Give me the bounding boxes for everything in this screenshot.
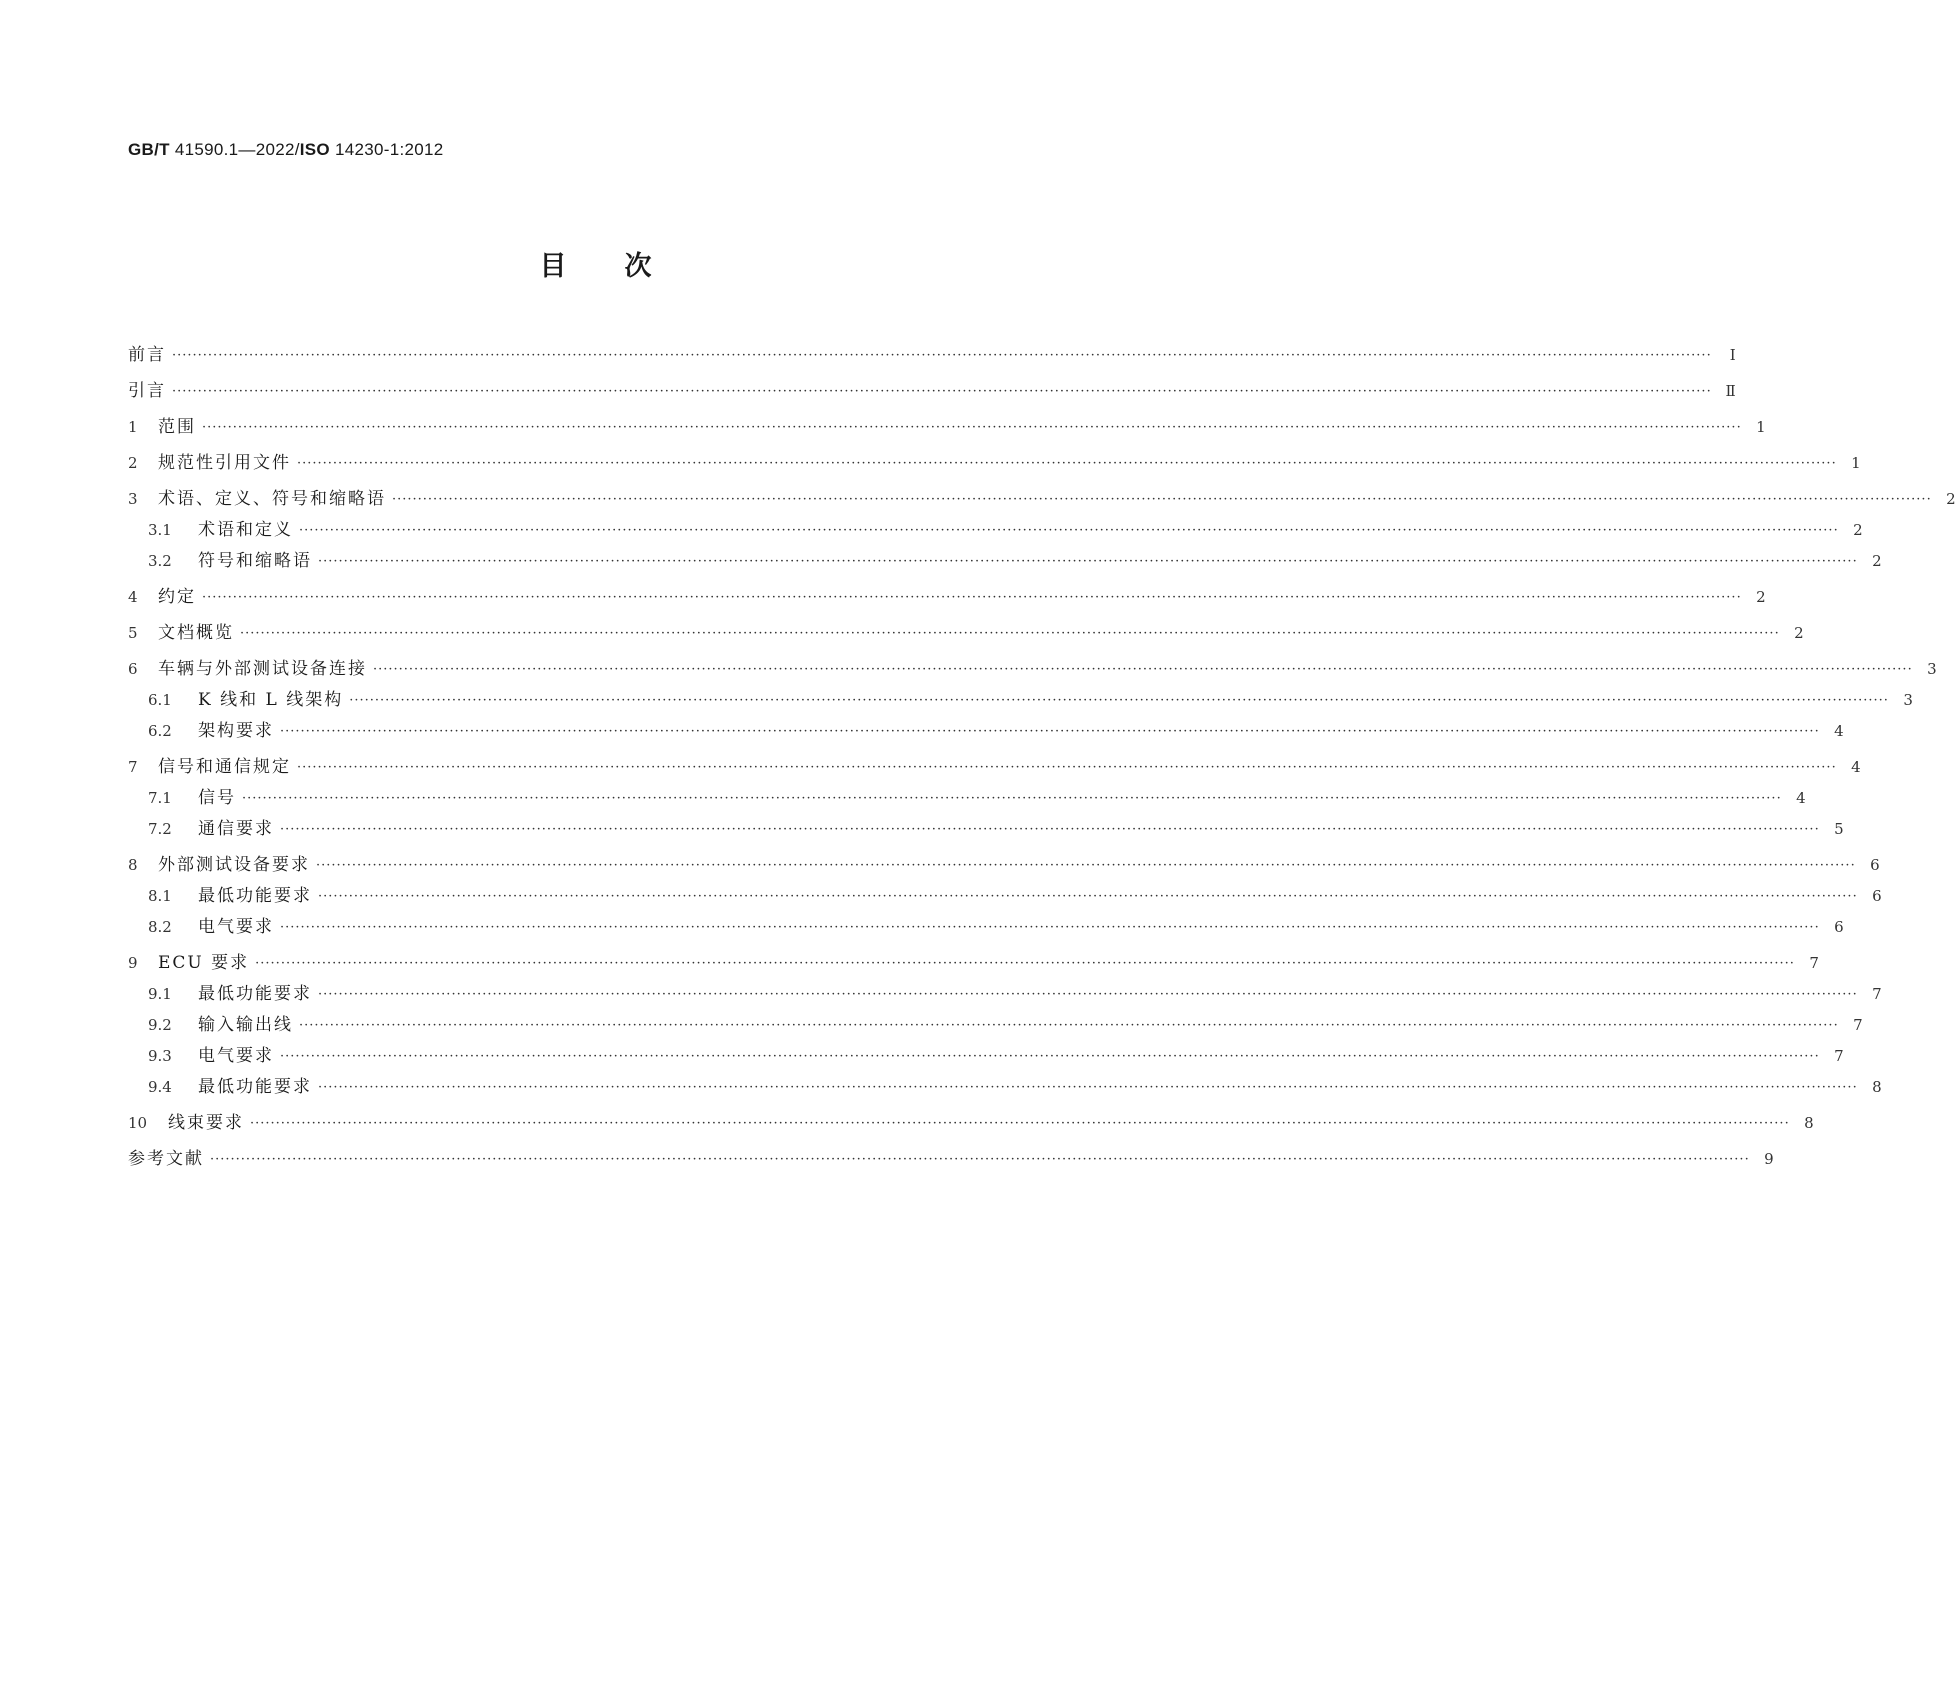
toc-entry-title: 前言 bbox=[128, 345, 166, 365]
toc-dot-leader: ············································································································································································································································································································ bbox=[349, 693, 1889, 708]
toc-entry-page-number: 3 bbox=[1903, 691, 1913, 709]
toc-entry[interactable] bbox=[128, 412, 1766, 443]
toc-entry-page-number: 8 bbox=[1804, 1114, 1814, 1132]
toc-entry-title: 信号和通信规定 bbox=[158, 757, 291, 777]
document-standard-code bbox=[128, 140, 444, 160]
toc-entry-page-number: 6 bbox=[1834, 918, 1844, 936]
toc-entry-number: 8 bbox=[128, 856, 138, 874]
toc-entry-title: 引言 bbox=[128, 381, 166, 401]
toc-entry-label bbox=[128, 979, 318, 1010]
toc-entry-page-number: 4 bbox=[1796, 789, 1806, 807]
toc-entry-title: 约定 bbox=[158, 587, 196, 607]
toc-entry-page-number: 4 bbox=[1834, 722, 1844, 740]
toc-entry-title: 外部测试设备要求 bbox=[158, 855, 310, 875]
toc-entry-title: 范围 bbox=[158, 417, 196, 437]
toc-entry-page-number: 1 bbox=[1851, 454, 1861, 472]
toc-entry-label bbox=[128, 546, 318, 577]
toc-entry-title: 信号 bbox=[198, 788, 236, 808]
toc-entry-page-number: 7 bbox=[1834, 1047, 1844, 1065]
toc-entry-number: 8.2 bbox=[148, 918, 172, 936]
page-title: 目次 bbox=[539, 251, 710, 282]
toc-entry-page-number: 6 bbox=[1872, 887, 1882, 905]
toc-entry-label bbox=[128, 685, 349, 716]
standard-number: 41590.1—2022/ bbox=[174, 140, 300, 159]
toc-entry[interactable] bbox=[128, 881, 1882, 912]
toc-entry[interactable] bbox=[128, 783, 1806, 814]
toc-entry-number: 6.1 bbox=[148, 691, 172, 709]
toc-entry[interactable] bbox=[128, 1144, 1774, 1175]
toc-entry-page-number: 8 bbox=[1872, 1078, 1882, 1096]
toc-entry-title: 规范性引用文件 bbox=[158, 453, 291, 473]
toc-entry[interactable] bbox=[128, 448, 1861, 479]
toc-entry-title: 线束要求 bbox=[168, 1113, 244, 1133]
toc-dot-leader: ············································································································································································································································································································ bbox=[373, 662, 1913, 677]
toc-dot-leader: ············································································································································································································································································································ bbox=[242, 791, 1782, 806]
standard-prefix: GB/T bbox=[128, 140, 170, 159]
toc-entry-label bbox=[128, 752, 297, 783]
toc-dot-leader: ············································································································································································································································································································ bbox=[210, 1152, 1750, 1167]
toc-dot-leader: ············································································································································································································································································································ bbox=[202, 590, 1742, 605]
toc-entry-number: 7 bbox=[128, 758, 138, 776]
toc-entry-number: 6 bbox=[128, 660, 138, 678]
toc-dot-leader: ············································································································································································································································································································ bbox=[240, 626, 1780, 641]
toc-dot-leader: ············································································································································································································································································································ bbox=[318, 554, 1858, 569]
toc-dot-leader: ············································································································································································································································································································ bbox=[280, 920, 1820, 935]
toc-entry-page-number: 2 bbox=[1756, 588, 1766, 606]
toc-entry-label bbox=[128, 1041, 280, 1072]
toc-dot-leader: ············································································································································································································································································································ bbox=[392, 492, 1932, 507]
toc-entry-label bbox=[128, 376, 172, 407]
toc-entry-page-number: 7 bbox=[1809, 954, 1819, 972]
toc-entry[interactable] bbox=[128, 654, 1937, 685]
toc-entry[interactable] bbox=[128, 515, 1863, 546]
toc-entry-page-number: 6 bbox=[1870, 856, 1880, 874]
toc-entry-title: 车辆与外部测试设备连接 bbox=[158, 659, 367, 679]
toc-entry-number: 10 bbox=[128, 1114, 148, 1132]
toc-dot-leader: ············································································································································································································································································································ bbox=[316, 858, 1856, 873]
toc-dot-leader: ············································································································································································································································································································ bbox=[202, 420, 1742, 435]
toc-entry-label bbox=[128, 814, 280, 845]
toc-dot-leader: ············································································································································································································································································································ bbox=[172, 384, 1712, 399]
toc-entry-number: 9.2 bbox=[148, 1016, 172, 1034]
toc-dot-leader: ············································································································································································································································································································ bbox=[280, 1049, 1820, 1064]
iso-prefix: ISO bbox=[299, 140, 330, 159]
toc-entry-title: 架构要求 bbox=[198, 721, 274, 741]
toc-entry-number: 9.3 bbox=[148, 1047, 172, 1065]
toc-entry-number: 3.2 bbox=[148, 552, 172, 570]
toc-entry[interactable] bbox=[128, 1010, 1863, 1041]
toc-entry-page-number: 5 bbox=[1834, 820, 1844, 838]
toc-entry-page-number: Ⅱ bbox=[1725, 382, 1736, 400]
toc-entry-title: ECU 要求 bbox=[158, 953, 250, 973]
toc-entry-title: K 线和 L 线架构 bbox=[198, 690, 344, 710]
toc-dot-leader: ············································································································································································································································································································ bbox=[297, 760, 1837, 775]
toc-entry-number: 2 bbox=[128, 454, 138, 472]
toc-entry-number: 1 bbox=[128, 418, 138, 436]
toc-dot-leader: ············································································································································································································································································································ bbox=[250, 1116, 1790, 1131]
toc-entry[interactable] bbox=[128, 340, 1736, 371]
toc-dot-leader: ············································································································································································································································································································ bbox=[318, 1080, 1858, 1095]
toc-dot-leader: ············································································································································································································································································································ bbox=[297, 456, 1837, 471]
toc-entry-title: 符号和缩略语 bbox=[198, 551, 312, 571]
toc-entry[interactable] bbox=[128, 814, 1844, 845]
toc-entry[interactable] bbox=[128, 752, 1861, 783]
toc-entry-label bbox=[128, 412, 202, 443]
toc-entry-number: 9.1 bbox=[148, 985, 172, 1003]
toc-entry-page-number: 4 bbox=[1851, 758, 1861, 776]
toc-entry-number: 3 bbox=[128, 490, 138, 508]
toc-entry-page-number: 2 bbox=[1794, 624, 1804, 642]
toc-entry-label bbox=[128, 618, 240, 649]
toc-entry-page-number: 9 bbox=[1764, 1150, 1774, 1168]
toc-entry-number: 7.1 bbox=[148, 789, 172, 807]
toc-entry-title: 术语、定义、符号和缩略语 bbox=[158, 489, 386, 509]
toc-entry-number: 3.1 bbox=[148, 521, 172, 539]
toc-entry-label bbox=[128, 1072, 318, 1103]
toc-entry[interactable] bbox=[128, 948, 1819, 979]
toc-entry-label bbox=[128, 783, 242, 814]
toc-entry-title: 文档概览 bbox=[158, 623, 234, 643]
toc-entry-label bbox=[128, 340, 172, 371]
toc-entry-title: 参考文献 bbox=[128, 1149, 204, 1169]
toc-dot-leader: ············································································································································································································································································································ bbox=[318, 987, 1858, 1002]
toc-entry-number: 9.4 bbox=[148, 1078, 172, 1096]
toc-dot-leader: ············································································································································································································································································································ bbox=[280, 724, 1820, 739]
toc-entry-title: 电气要求 bbox=[198, 917, 274, 937]
toc-dot-leader: ············································································································································································································································································································ bbox=[299, 1018, 1839, 1033]
toc-entry-label bbox=[128, 448, 297, 479]
toc-entry[interactable] bbox=[128, 850, 1880, 881]
toc-entry-label bbox=[128, 1108, 250, 1139]
toc-entry-label bbox=[128, 850, 316, 881]
toc-entry-number: 5 bbox=[128, 624, 138, 642]
toc-entry[interactable] bbox=[128, 376, 1736, 407]
toc-entry[interactable] bbox=[128, 484, 1956, 515]
toc-entry[interactable] bbox=[128, 546, 1882, 577]
toc-entry-title: 输入输出线 bbox=[198, 1015, 293, 1035]
iso-number: 14230-1:2012 bbox=[334, 140, 444, 159]
toc-entry[interactable] bbox=[128, 979, 1882, 1010]
toc-entry-label bbox=[128, 948, 255, 979]
toc-entry-number: 4 bbox=[128, 588, 138, 606]
toc-entry-page-number: 7 bbox=[1853, 1016, 1863, 1034]
toc-entry[interactable] bbox=[128, 685, 1913, 716]
toc-dot-leader: ············································································································································································································································································································ bbox=[172, 348, 1712, 363]
toc-entry-label bbox=[128, 1010, 299, 1041]
toc-entry-label bbox=[128, 515, 299, 546]
toc-entry-label bbox=[128, 654, 373, 685]
toc-entry[interactable] bbox=[128, 1072, 1882, 1103]
toc-entry-title: 术语和定义 bbox=[198, 520, 293, 540]
toc-entry-title: 通信要求 bbox=[198, 819, 274, 839]
toc-entry-page-number: 3 bbox=[1927, 660, 1937, 678]
toc-entry-label bbox=[128, 1144, 210, 1175]
toc-entry-label bbox=[128, 716, 280, 747]
toc-entry-title: 最低功能要求 bbox=[198, 886, 312, 906]
toc-entry-label bbox=[128, 881, 318, 912]
toc-entry[interactable] bbox=[128, 1108, 1814, 1139]
toc-entry-label bbox=[128, 912, 280, 943]
toc-entry[interactable] bbox=[128, 912, 1844, 943]
toc-entry-page-number: 1 bbox=[1756, 418, 1766, 436]
toc-entry-title: 最低功能要求 bbox=[198, 984, 312, 1004]
toc-entry-number: 6.2 bbox=[148, 722, 172, 740]
toc-dot-leader: ············································································································································································································································································································ bbox=[280, 822, 1820, 837]
toc-entry-page-number: 7 bbox=[1872, 985, 1882, 1003]
toc-entry-page-number: 2 bbox=[1946, 490, 1956, 508]
toc-entry-number: 8.1 bbox=[148, 887, 172, 905]
toc-entry-page-number: 2 bbox=[1872, 552, 1882, 570]
toc-dot-leader: ············································································································································································································································································································ bbox=[318, 889, 1858, 904]
toc-dot-leader: ············································································································································································································································································································ bbox=[299, 523, 1839, 538]
toc-entry-label bbox=[128, 582, 202, 613]
toc-entry-title: 最低功能要求 bbox=[198, 1077, 312, 1097]
table-of-contents bbox=[128, 340, 1956, 1175]
toc-entry-page-number: 2 bbox=[1853, 521, 1863, 539]
toc-entry[interactable] bbox=[128, 618, 1804, 649]
toc-entry[interactable] bbox=[128, 716, 1844, 747]
toc-entry[interactable] bbox=[128, 582, 1766, 613]
toc-entry-number: 9 bbox=[128, 954, 138, 972]
toc-entry[interactable] bbox=[128, 1041, 1844, 1072]
toc-entry-title: 电气要求 bbox=[198, 1046, 274, 1066]
toc-dot-leader: ············································································································································································································································································································ bbox=[255, 956, 1795, 971]
toc-entry-page-number: Ⅰ bbox=[1729, 346, 1736, 364]
toc-entry-number: 7.2 bbox=[148, 820, 172, 838]
toc-entry-label bbox=[128, 484, 392, 515]
